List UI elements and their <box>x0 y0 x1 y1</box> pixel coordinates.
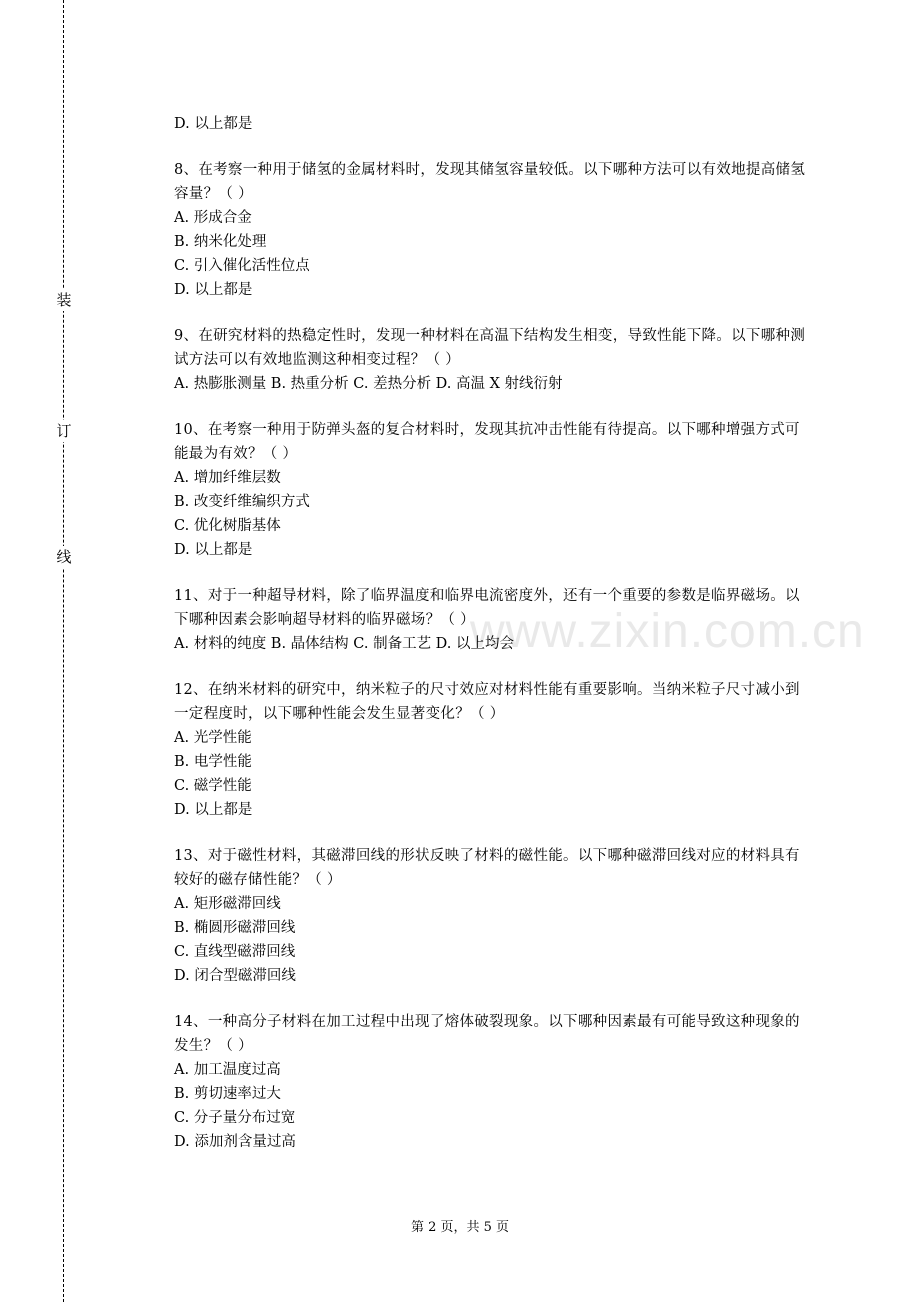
question-stem: 9、在研究材料的热稳定性时，发现一种材料在高温下结构发生相变，导致性能下降。以下哪种测试方法可以有效地监测这种相变过程？（ ） <box>174 328 806 368</box>
option-a: A. 增加纤维层数 <box>174 470 281 486</box>
question-stem: 14、一种高分子材料在加工过程中出现了熔体破裂现象。以下哪种因素最有可能导致这种现象的发生？（ ） <box>174 1014 800 1054</box>
page-footer: 第 2 页，共 5 页 <box>410 1220 510 1235</box>
question-8 <box>174 158 814 302</box>
option-c: C. 优化树脂基体 <box>174 518 281 534</box>
question-13 <box>174 844 814 988</box>
question-10 <box>174 418 814 562</box>
watermark: www.zixin.com.cn <box>470 605 865 658</box>
option-b: B. 纳米化处理 <box>174 234 267 250</box>
option-c: C. 磁学性能 <box>174 778 252 794</box>
question-stem: 8、在考察一种用于储氢的金属材料时，发现其储氢容量较低。以下哪种方法可以有效地提高储氢容量？（ ） <box>174 162 806 202</box>
question-stem: 10、在考察一种用于防弹头盔的复合材料时，发现其抗冲击性能有待提高。以下哪种增强方式可能最为有效？（ ） <box>174 422 800 462</box>
question-stem: 12、在纳米材料的研究中，纳米粒子的尺寸效应对材料性能有重要影响。当纳米粒子尺寸减小到一定程度时，以下哪种性能会发生显著变化？（ ） <box>174 682 800 722</box>
option-c: C. 分子量分布过宽 <box>174 1110 296 1126</box>
option-d: D. 以上都是 <box>174 542 253 558</box>
binding-char-ding: 订 <box>56 422 72 440</box>
option-a: A. 形成合金 <box>174 210 252 226</box>
option-b: B. 改变纤维编织方式 <box>174 494 310 510</box>
question-9 <box>174 324 814 396</box>
question-11 <box>174 584 814 656</box>
question-14 <box>174 1010 814 1154</box>
binding-char-xian: 线 <box>56 548 72 566</box>
option-b: B. 电学性能 <box>174 754 252 770</box>
option-d: D. 以上都是 <box>174 116 253 132</box>
option-b: B. 剪切速率过大 <box>174 1086 281 1102</box>
option-a: A. 加工温度过高 <box>174 1062 281 1078</box>
option-a: A. 矩形磁滞回线 <box>174 896 281 912</box>
question-12 <box>174 678 814 822</box>
binding-char-zhuang: 装 <box>56 291 72 309</box>
option-d: D. 添加剂含量过高 <box>174 1134 296 1150</box>
binding-dashed-line <box>63 0 64 1302</box>
option-c: C. 引入催化活性位点 <box>174 258 310 274</box>
question-list <box>174 112 814 1176</box>
question-stem: 13、对于磁性材料，其磁滞回线的形状反映了材料的磁性能。以下哪种磁滞回线对应的材料具有较好的磁存储性能？（ ） <box>174 848 800 888</box>
option-d: D. 以上都是 <box>174 282 253 298</box>
option-d: D. 以上都是 <box>174 802 253 818</box>
options-inline: A. 材料的纯度 B. 晶体结构 C. 制备工艺 D. 以上均会 <box>174 636 515 652</box>
question-7-tail <box>174 112 814 136</box>
option-c: C. 直线型磁滞回线 <box>174 944 296 960</box>
option-a: A. 光学性能 <box>174 730 252 746</box>
options-inline: A. 热膨胀测量 B. 热重分析 C. 差热分析 D. 高温 X 射线衍射 <box>174 376 563 392</box>
option-b: B. 椭圆形磁滞回线 <box>174 920 296 936</box>
question-stem: 11、对于一种超导材料，除了临界温度和临界电流密度外，还有一个重要的参数是临界磁场。以下哪种因素会影响超导材料的临界磁场？（ ） <box>174 588 800 628</box>
option-d: D. 闭合型磁滞回线 <box>174 968 296 984</box>
